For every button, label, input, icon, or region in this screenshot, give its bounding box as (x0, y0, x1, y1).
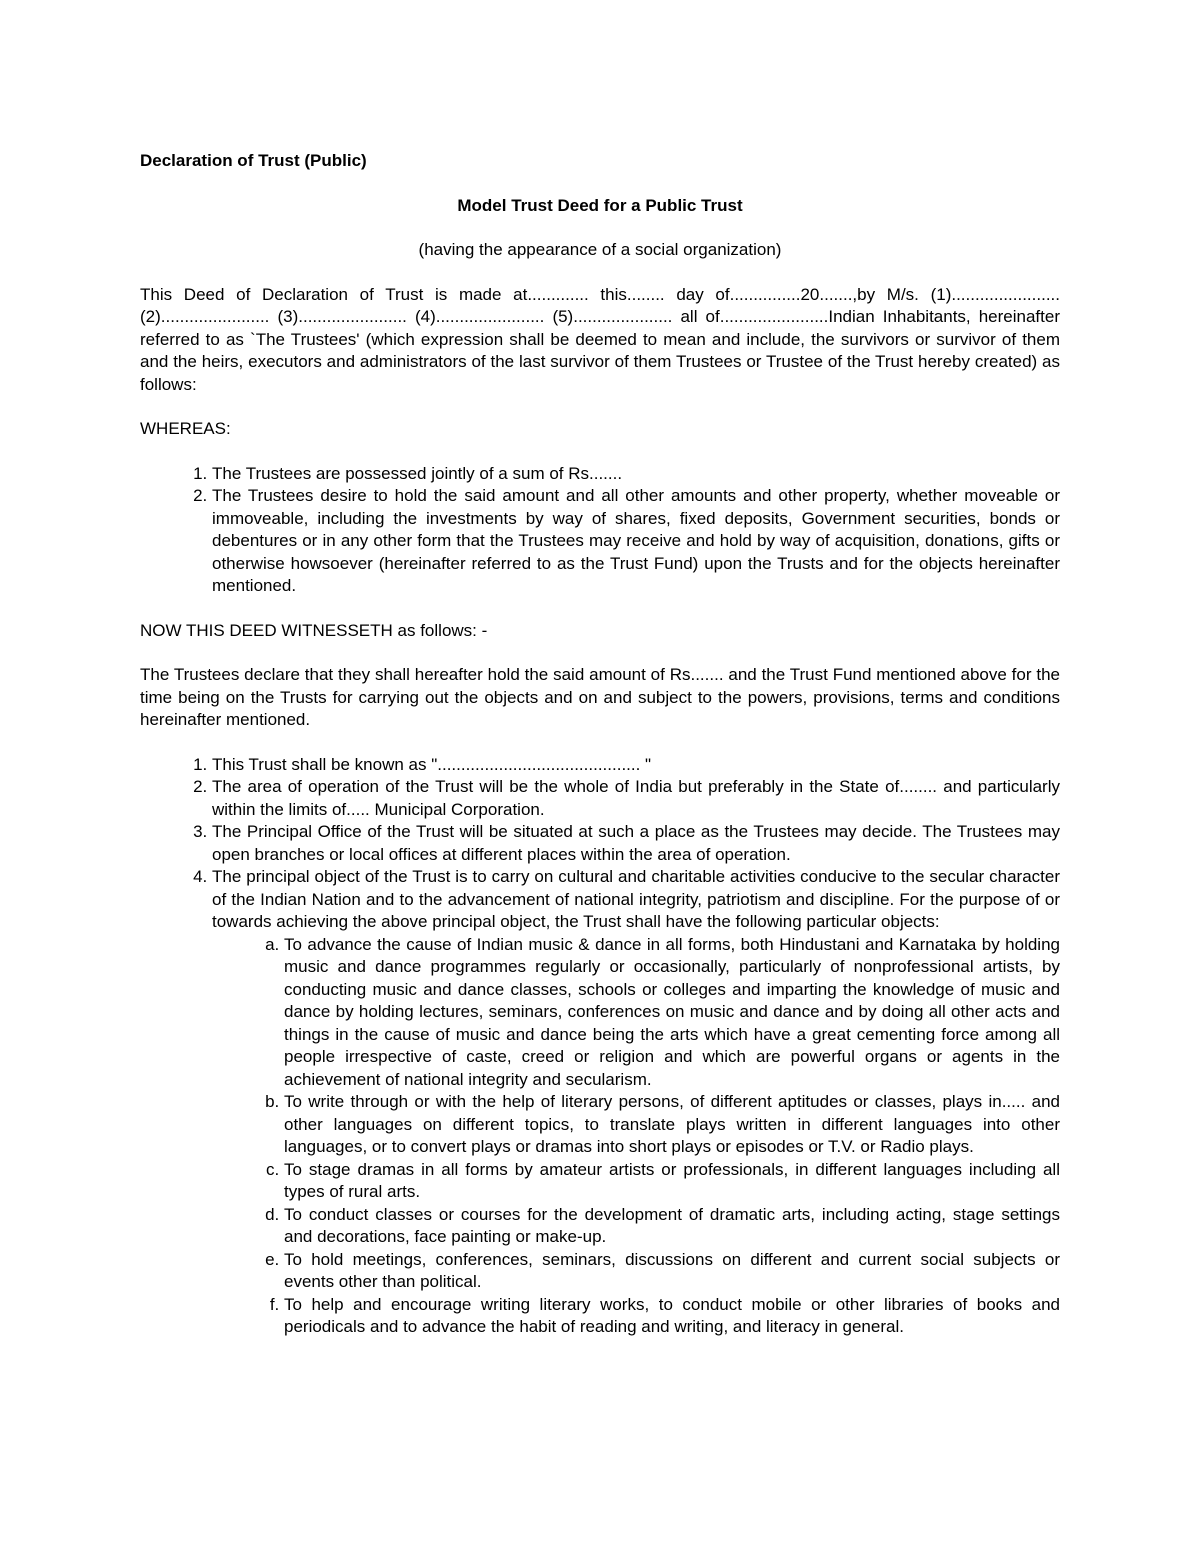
clause-item-text: The principal object of the Trust is to carry on cultural and charitable activities conducive to the secular character of the Indian Nation and to the advancement of national integrity, patriotism and discipline. For the purpose of or towards achieving the above principal object, the Trust shall have the following particular objects: (212, 867, 1060, 931)
document-subtitle: Model Trust Deed for a Public Trust (457, 195, 743, 215)
object-item: e. To hold meetings, conferences, seminars, discussions on different and current social subjects or events other than political. (284, 1249, 1060, 1294)
whereas-item: 2. The Trustees desire to hold the said amount and all other amounts and other property, whether moveable or immoveable, including the investments by way of shares, fixed deposits, Government securities, bonds or debentures or in any other form that the Trustees may receive and hold by way of acquisition, donations, gifts or otherwise howsoever (hereinafter referred to as the Trust Fund) upon the Trusts and for the objects hereinafter mentioned. (212, 485, 1060, 598)
object-item: c. To stage dramas in all forms by amateur artists or professionals, in different languages including all types of rural arts. (284, 1159, 1060, 1204)
object-item: d. To conduct classes or courses for the development of dramatic arts, including acting, stage settings and decorations, face painting or make-up. (284, 1204, 1060, 1249)
intro-paragraph: This Deed of Declaration of Trust is made at............. this........ day of...............20.......,by M/s. (1).......................(2)....................... (3)....................... (4)....................... (5)..................... all of.......................Indian Inhabitants, hereinafter referred to as `The Trustees' (which expression shall be deemed to mean and include, the survivors or survivor of them and the heirs, executors and administrators of the last survivor of them Trustees or Trustee of the Trust hereby created) as follows: (140, 284, 1060, 394)
declaration-paragraph: The Trustees declare that they shall hereafter hold the said amount of Rs....... and the Trust Fund mentioned above for the time being on the Trusts for carrying out the objects and on and subject to the powers, provisions, terms and conditions hereinafter mentioned. (140, 665, 1060, 729)
document-tagline: (having the appearance of a social organization) (418, 240, 782, 259)
clause-item: 1. This Trust shall be known as "........................................... " (212, 754, 1060, 777)
witnesseth-heading: NOW THIS DEED WITNESSETH as follows: - (140, 620, 488, 640)
object-item: f. To help and encourage writing literary works, to conduct mobile or other libraries of books and periodicals and to advance the habit of reading and writing, and literacy in general. (284, 1294, 1060, 1339)
objects-list (212, 934, 1060, 1339)
clauses-list (140, 754, 1060, 1339)
whereas-heading: WHEREAS: (140, 419, 231, 438)
clause-item: 3. The Principal Office of the Trust will be situated at such a place as the Trustees may decide. The Trustees may open branches or local offices at different places within the area of operation. (212, 821, 1060, 866)
whereas-item: 1. The Trustees are possessed jointly of a sum of Rs....... (212, 463, 1060, 486)
whereas-list (140, 463, 1060, 598)
clause-item-objects (212, 866, 1060, 1339)
document-title: Declaration of Trust (Public) (140, 151, 367, 170)
object-item: a. To advance the cause of Indian music & dance in all forms, both Hindustani and Karnataka by holding music and dance programmes regularly or occasionally, particularly of nonprofessional artists, by conducting music and dance classes, schools or colleges and imparting the knowledge of music and dance by holding lectures, seminars, conferences on music and dance and by doing all other acts and things in the cause of music and dance being the arts which have a great cementing force among all people irrespective of caste, creed or religion and which are powerful organs or agents in the achievement of national integrity and secularism. (284, 934, 1060, 1092)
clause-item: 2. The area of operation of the Trust will be the whole of India but preferably in the State of........ and particularly within the limits of..... Municipal Corporation. (212, 776, 1060, 821)
document-body (140, 150, 1060, 1361)
object-item: b. To write through or with the help of literary persons, of different aptitudes or classes, plays in..... and other languages on different topics, to translate plays written in different languages into other languages, or to convert plays or dramas into short plays or episodes or T.V. or Radio plays. (284, 1091, 1060, 1159)
